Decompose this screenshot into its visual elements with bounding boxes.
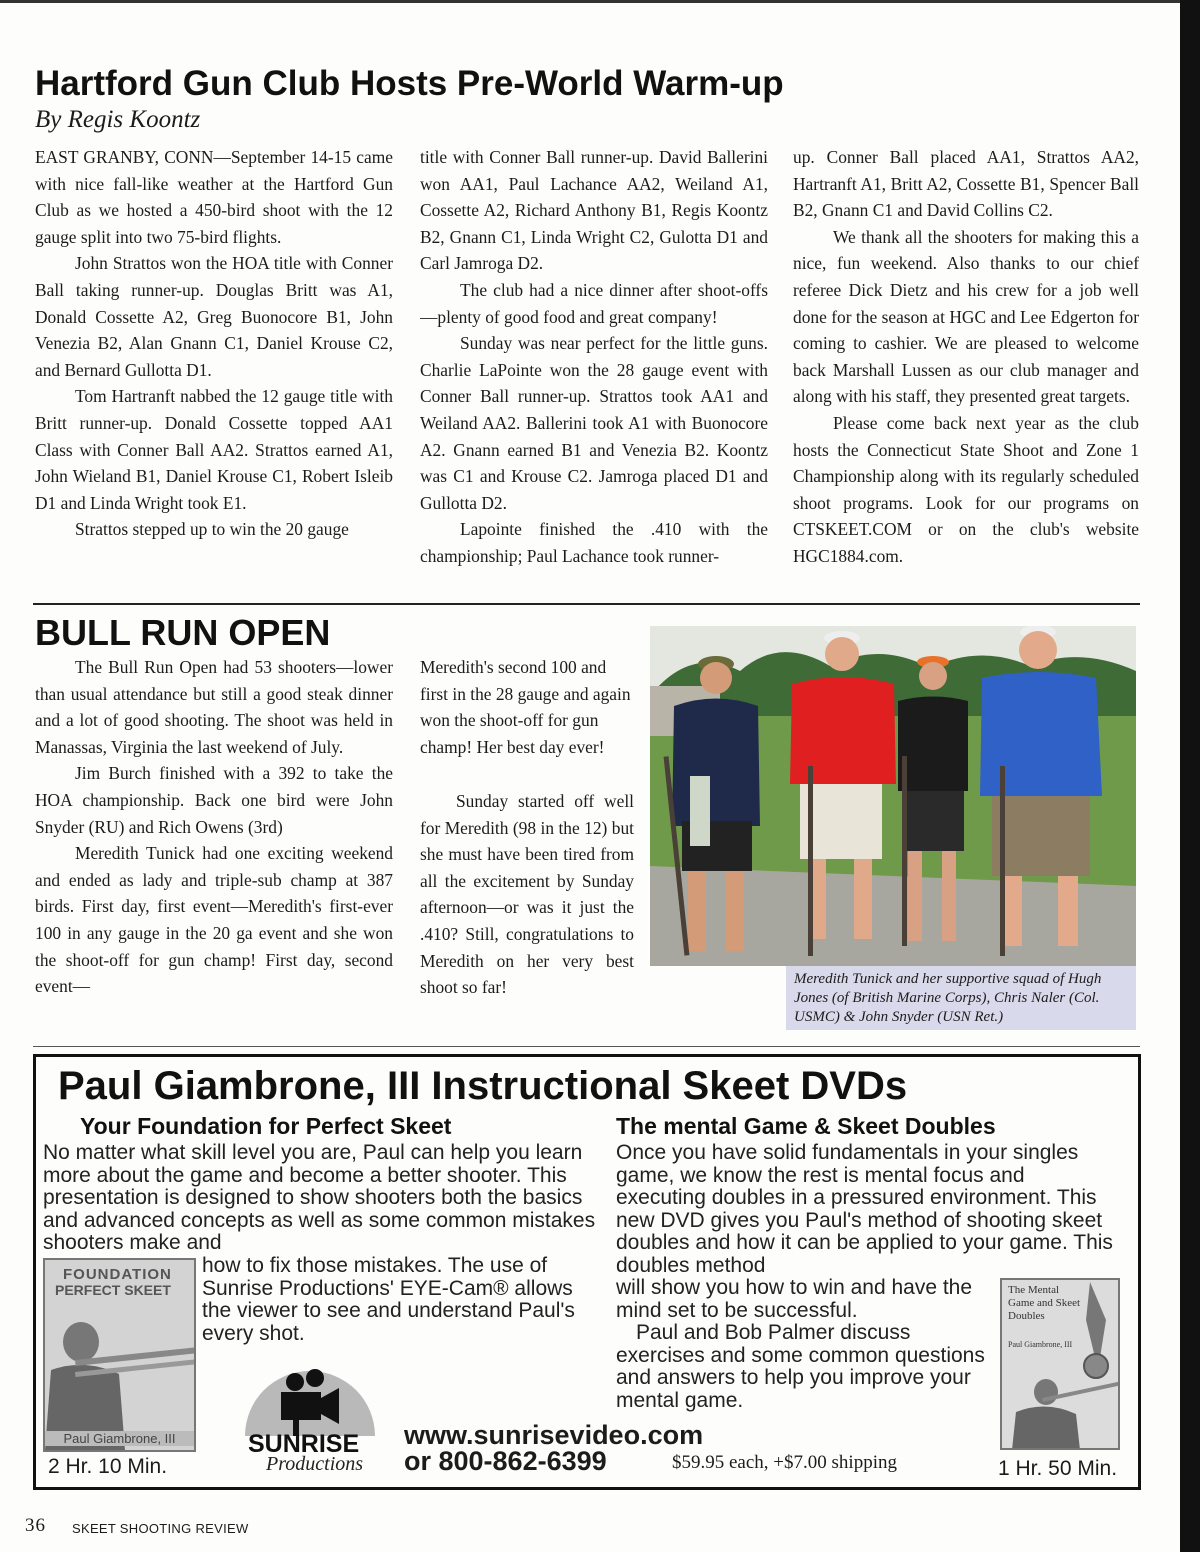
scan-top-edge: [0, 0, 1180, 3]
ad-right-text-wrap: will show you how to win and have the mind set to be successful.: [616, 1276, 973, 1322]
ad-right-text: Once you have solid fundamentals in your singles game, we know the rest is mental focus and executing doubles in a pressured environment. This new DVD gives you Paul's method of shooting skeet doubles and how it can be applied to your game. This doubles method: [616, 1141, 1113, 1277]
paragraph: up. Conner Ball placed AA1, Strattos AA2, Hartranft A1, Britt A2, Cossette B1, Spencer Ball B2, Gnann C1 and David Collins C2.: [793, 147, 1139, 221]
logo-script: Productions: [266, 1453, 364, 1475]
ad-left-heading: Your Foundation for Perfect Skeet: [80, 1113, 452, 1139]
ad-right-heading: The mental Game & Skeet Doubles: [616, 1113, 996, 1139]
article2-column-1: [35, 654, 393, 1029]
camera-icon: [243, 1348, 378, 1438]
article-byline: By Regis Koontz: [35, 106, 201, 133]
ad-left-text-wrap: how to fix those mistakes. The use of Sunrise Productions' EYE-Cam® allows the viewer to see and understand Paul's every shot.: [202, 1254, 575, 1345]
section-divider: [33, 1046, 1140, 1047]
article1-column-3: [793, 144, 1139, 599]
ad-title: Paul Giambrone, III Instructional Skeet DVDs: [58, 1064, 908, 1108]
section-divider: [33, 603, 1140, 605]
paragraph: Jim Burch finished with a 392 to take the HOA championship. Back one bird were John Snyder (RU) and Rich Owens (3rd): [35, 763, 393, 837]
paragraph: John Strattos won the HOA title with Conner Ball taking runner-up. Douglas Britt was A1, Donald Cossette A2, Greg Buonocore B1, John Venezia B2, Alan Gnann C1, Daniel Krouse C2, and Bernard Gullotta D1.: [35, 253, 393, 380]
dvd-cover-art: [45, 1300, 196, 1450]
paragraph: Sunday was near perfect for the little guns. Charlie LaPointe won the 28 gauge event with Conner Ball runner-up. Strattos took AA1 and Weiland AA2. Ballerini took A1 with Buonocore A2. Gnann earned B1 and Venezia B2. Koontz was C1 and Krouse C2. Jamroga placed D1 and Gullotta D2.: [420, 333, 768, 513]
team-photo-illustration: [650, 626, 1136, 966]
article-title: Hartford Gun Club Hosts Pre-World Warm-up: [35, 64, 784, 103]
article1-column-1: [35, 144, 393, 599]
paragraph: Tom Hartranft nabbed the 12 gauge title with Britt runner-up. Donald Cossette topped AA1 Class with Conner Ball AA2. Strattos earned A1, John Wieland B1, Daniel Krouse C1, Robert Isleib D1 and Linda Wright took E1.: [35, 386, 393, 513]
article2-column-2-bottom: [420, 788, 634, 1001]
team-photo: [650, 626, 1136, 966]
paragraph: Strattos stepped up to win the 20 gauge: [75, 519, 349, 540]
dvd-title: PERFECT SKEET: [55, 1282, 171, 1298]
photo-caption: Meredith Tunick and her supportive squad of Hugh Jones (of British Marine Corps), Chris Naler (Col. USMC) & John Snyder (USN Ret.): [786, 966, 1136, 1030]
article-title: BULL RUN OPEN: [35, 612, 331, 653]
paragraph: The club had a nice dinner after shoot-offs—plenty of good food and great company!: [420, 279, 768, 327]
page-number: 36: [25, 1515, 46, 1536]
dvd-title: FOUNDATION: [63, 1266, 172, 1283]
ad-left-text: No matter what skill level you are, Paul can help you learn more about the game and become a better shooter. This presentation is designed to show shooters both the basics and advanced concepts as well as some common mistakes shooters make and: [43, 1141, 596, 1254]
paragraph: The Bull Run Open had 53 shooters—lower than usual attendance but still a good steak dinner and a lot of good shooting. The shoot was held in Manassas, Virginia the last weekend of July.: [35, 657, 393, 757]
ad-right-duration: 1 Hr. 50 Min.: [998, 1457, 1118, 1480]
paragraph: Sunday started off well for Meredith (98 in the 12) but she must have been tired from all the excitement by Sunday afternoon—or was it just the .410? Still, congratulations to Meredith on her very best shoot so far!: [420, 791, 634, 998]
paragraph: Meredith's second 100 and first in the 28 gauge and again won the shoot-off for gun champ! Her best day ever!: [420, 657, 631, 757]
paragraph: title with Conner Ball runner-up. David Ballerini won AA1, Paul Lachance AA2, Weiland A1, Cossette A2, Richard Anthony B1, Regis Koontz B2, Gnann C1, Linda Wright C2, Gulotta D1 and Carl Jamroga D2.: [420, 147, 768, 274]
dvd-title: The Mental Game and Skeet Doubles: [1008, 1284, 1081, 1322]
publication-name: SKEET SHOOTING REVIEW: [72, 1521, 249, 1536]
paragraph: Lapointe finished the .410 with the championship; Paul Lachance took runner-: [420, 519, 768, 566]
phone-number[interactable]: or 800-862-6399: [404, 1446, 607, 1476]
dvd-cover-mental-game: [1000, 1278, 1120, 1450]
sunrise-logo: [240, 1348, 415, 1478]
website-link[interactable]: www.sunrisevideo.com: [404, 1420, 704, 1450]
paragraph: EAST GRANBY, CONN—September 14-15 came with nice fall-like weather at the Hartford Gun Club as we hosted a 450-bird shoot with the 12 gauge split into two 75-bird flights.: [35, 147, 393, 247]
price-text: $59.95 each, +$7.00 shipping: [672, 1452, 897, 1473]
dvd-author: Paul Giambrone, III: [45, 1431, 194, 1446]
article1-column-2: [420, 144, 768, 599]
paragraph: We thank all the shooters for making this a nice, fun weekend. Also thanks to our chief referee Dick Dietz and his crew for a job well done for the season at HGC and Lee Edgerton for coming to cashier. We are pleased to welcome back Marshall Lussen as our club manager and along with his staff, they presented great targets.: [793, 226, 1139, 407]
logo-wordmark: SUNRISE: [248, 1430, 360, 1458]
dvd-author: Paul Giambrone, III: [1008, 1340, 1073, 1349]
ad-right-text-wrap: Paul and Bob Palmer discuss exercises and some common questions and answers to help you improve your mental game.: [616, 1321, 985, 1412]
dvd-cover-foundation: [43, 1258, 196, 1452]
article2-column-2-top: [420, 654, 634, 760]
scan-right-edge: [1180, 0, 1200, 1552]
paragraph: Meredith Tunick had one exciting weekend and ended as lady and triple-sub champ at 387 birds. First day, first event—Meredith's first-ever 100 in any gauge in the 20 ga event and she won the shoot-off for gun champ! First day, second event—: [35, 843, 393, 997]
paragraph: Please come back next year as the club hosts the Connecticut State Shoot and Zone 1 Championship along with its regularly scheduled shoot programs. Look for our programs on CTSKEET.COM or on the club's website HGC1884.com.: [793, 412, 1139, 566]
medal-icon: [1002, 1280, 1120, 1450]
ad-left-duration: 2 Hr. 10 Min.: [48, 1455, 168, 1478]
